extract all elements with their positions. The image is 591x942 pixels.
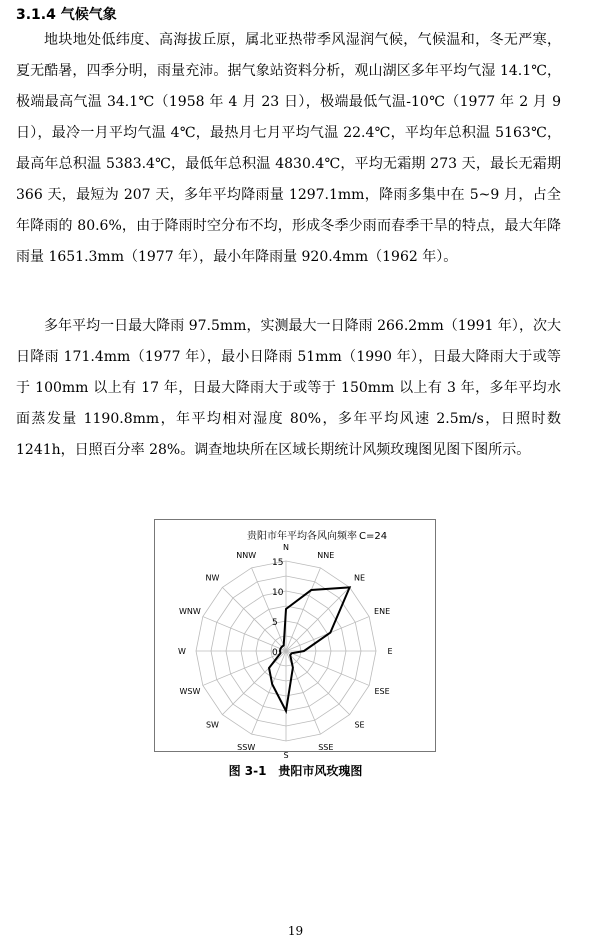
direction-label-ne: NE [354,573,366,583]
direction-label-e: E [387,647,393,656]
direction-label-ssw: SSW [237,743,256,753]
tick-label: 0 [272,648,278,658]
direction-label-wsw: WSW [179,686,201,696]
direction-label-sw: SW [205,720,219,730]
page-number: 19 [287,924,304,938]
direction-label-n: N [283,543,289,552]
direction-label-nne: NNE [317,550,335,560]
direction-label-nnw: NNW [236,550,257,560]
paragraph-rainfall: 多年平均一日最大降雨 97.5mm，实测最大一日降雨 266.2mm（1991 年），次大日降雨 171.4mm（1977 年），最小日降雨 51mm（1990 年），日最大降雨大于或等于 100mm 以上有 17 年，日最大降雨大于或等于 150mm 以上有 3 年，多年平均水面蒸发量 1190.8mm，年平均相对湿度 80%，多年平均风速 2.5m/s，日照时数 1241h，日照百分率 28%。调查地块所在区域长期统计风频玫瑰图见图下图所示。 [16,318,561,458]
direction-label-nw: NW [205,573,220,583]
section-heading: 3.1.4 气候气象 [16,7,117,23]
wind-frequency-series [269,587,350,711]
direction-label-s: S [283,751,289,760]
paragraph-climate: 地块地处低纬度、高海拔丘原，属北亚热带季风湿润气候，气候温和，冬无严寒，夏无酷暑，四季分明，雨量充沛。据气象站资料分析，观山湖区多年平均气湿 14.1℃，极端最高气温 34.1℃（1958 年 4 月 23 日），极端最低气温-10℃（1977 年 2 月 9 日），最冷一月平均气温 4℃，最热月七月平均气温 22.4℃，平均年总积温 5163℃，最高年总积温 5383.4℃，最低年总积温 4830.4℃，平均无霜期 273 天，最长无霜期 366 天，最短为 207 天，多年平均降雨量 1297.1mm，降雨多集中在 5~9 月，占全年降雨的 80.6%，由于降雨时空分布不均，形成冬季少雨而春季干旱的特点，最大年降雨量 1651.3mm（1977 年），最小年降雨量 920.4mm（1962 年）。 [16,32,561,265]
direction-label-sse: SSE [318,743,334,753]
direction-label-ese: ESE [374,686,390,696]
direction-label-ene: ENE [374,607,391,617]
wind-rose-chart [155,520,435,760]
grid-spoke [222,651,286,715]
tick-label: 15 [272,558,284,568]
calm-frequency-label: C=24 [359,531,388,542]
direction-label-se: SE [354,720,365,730]
wind-rose-figure [154,519,436,760]
figure-caption: 图 3-1 贵阳市风玫瑰图 [228,764,363,778]
chart-title: 贵阳市年平均各风向频率 [247,531,357,542]
direction-label-w: W [178,647,186,656]
tick-label: 10 [272,588,284,598]
direction-label-wnw: WNW [179,607,201,617]
grid-spoke [286,651,350,715]
tick-label: 5 [272,618,278,628]
